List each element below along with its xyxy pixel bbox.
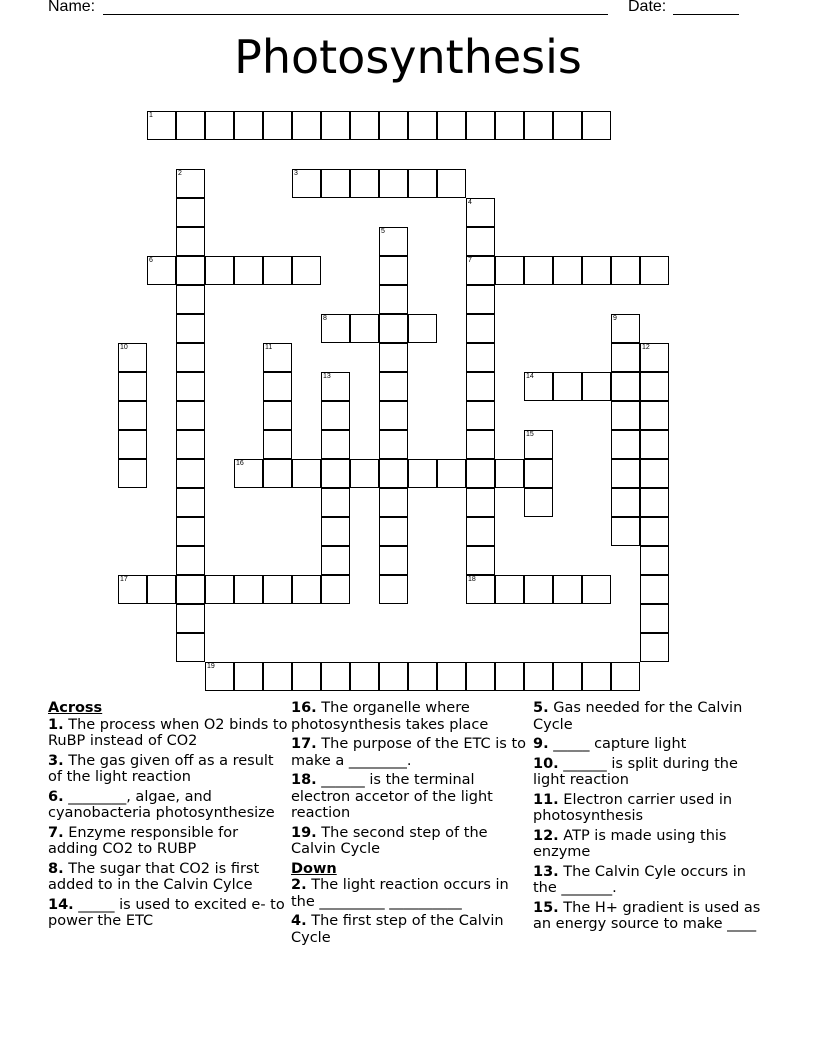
date-label: Date: — [628, 0, 667, 15]
clue-number: 15. — [533, 899, 559, 916]
grid-cell[interactable] — [553, 372, 582, 401]
clue — [291, 772, 531, 822]
clue-number: 7. — [48, 824, 64, 841]
grid-cell[interactable] — [524, 662, 553, 691]
grid-cell[interactable] — [350, 314, 379, 343]
grid-cell[interactable] — [379, 285, 408, 314]
grid-cell[interactable] — [379, 372, 408, 401]
grid-cell[interactable] — [176, 343, 205, 372]
clue-text: Gas needed for the Calvin Cycle — [533, 700, 743, 733]
grid-cell[interactable] — [466, 111, 495, 140]
clue — [48, 897, 288, 930]
grid-cell[interactable] — [176, 488, 205, 517]
grid-cell[interactable] — [234, 111, 263, 140]
clue-number: 15 — [526, 431, 534, 438]
grid-cell[interactable] — [408, 459, 437, 488]
grid-cell[interactable] — [495, 111, 524, 140]
grid-cell[interactable] — [640, 517, 669, 546]
grid-cell[interactable] — [350, 459, 379, 488]
grid-cell[interactable] — [553, 111, 582, 140]
clue-text: Electron carrier used in photosynthesis — [533, 791, 733, 824]
grid-cell[interactable] — [466, 517, 495, 546]
grid-cell[interactable] — [524, 372, 553, 401]
clue-number: 18 — [468, 576, 476, 583]
grid-cell[interactable] — [466, 488, 495, 517]
clue-number: 6. — [48, 788, 64, 805]
grid-cell[interactable] — [466, 227, 495, 256]
grid-cell[interactable] — [582, 256, 611, 285]
grid-cell[interactable] — [466, 343, 495, 372]
grid-cell[interactable] — [582, 662, 611, 691]
clue — [533, 828, 773, 861]
grid-cell[interactable] — [118, 372, 147, 401]
clue — [291, 700, 531, 733]
grid-cell[interactable] — [466, 198, 495, 227]
grid-cell[interactable] — [437, 662, 466, 691]
grid-cell[interactable] — [466, 372, 495, 401]
grid-cell[interactable] — [263, 575, 292, 604]
clue-text: ________, algae, and cyanobacteria photosynthesize — [48, 788, 275, 821]
clue-number: 5. — [533, 700, 549, 716]
clue — [533, 792, 773, 825]
grid-cell[interactable] — [147, 575, 176, 604]
clue — [533, 736, 773, 753]
grid-cell[interactable] — [524, 575, 553, 604]
clue-text: ATP is made using this enzyme — [533, 827, 727, 860]
clue-number: 11. — [533, 791, 559, 808]
grid-cell[interactable] — [640, 575, 669, 604]
grid-cell[interactable] — [176, 575, 205, 604]
grid-cell[interactable] — [524, 459, 553, 488]
grid-cell[interactable] — [263, 662, 292, 691]
clue — [291, 825, 531, 858]
grid-cell[interactable] — [640, 488, 669, 517]
grid-cell[interactable] — [611, 517, 640, 546]
grid-cell[interactable] — [292, 459, 321, 488]
clue-number: 14 — [526, 373, 534, 380]
clue-text: Enzyme responsible for adding CO2 to RUBP — [48, 824, 239, 857]
grid-cell[interactable] — [524, 488, 553, 517]
clue-number: 4. — [291, 913, 307, 929]
grid-cell[interactable] — [176, 604, 205, 633]
grid-cell[interactable] — [176, 401, 205, 430]
clue-number: 11 — [265, 344, 273, 351]
clue — [48, 789, 288, 822]
grid-cell[interactable] — [379, 546, 408, 575]
clue-number: 2. — [291, 877, 307, 893]
clue-number: 17 — [120, 576, 128, 583]
grid-cell[interactable] — [466, 285, 495, 314]
grid-cell[interactable] — [176, 372, 205, 401]
grid-cell[interactable] — [118, 401, 147, 430]
clue-text: The first step of the Calvin Cycle — [291, 913, 504, 946]
clue-text: _____ is used to excited e- to power the ETC — [48, 896, 285, 929]
grid-cell[interactable] — [379, 227, 408, 256]
grid-cell[interactable] — [234, 662, 263, 691]
grid-cell[interactable] — [611, 372, 640, 401]
clue-column-1 — [48, 700, 288, 933]
clue — [48, 825, 288, 858]
clue-number: 1. — [48, 716, 64, 733]
grid-cell[interactable] — [553, 256, 582, 285]
grid-cell[interactable] — [408, 111, 437, 140]
grid-cell[interactable] — [640, 256, 669, 285]
clue-text: The process when O2 binds to RuBP instead of CO2 — [48, 716, 288, 749]
grid-cell[interactable] — [379, 575, 408, 604]
grid-cell[interactable] — [437, 169, 466, 198]
grid-cell[interactable] — [147, 111, 176, 140]
clue-number: 6 — [149, 257, 153, 264]
clue-number: 19 — [207, 663, 215, 670]
grid-cell[interactable] — [176, 256, 205, 285]
grid-cell[interactable] — [379, 662, 408, 691]
grid-cell[interactable] — [611, 459, 640, 488]
grid-cell[interactable] — [437, 459, 466, 488]
clue — [48, 717, 288, 750]
clue-text: The organelle where photosynthesis takes place — [291, 700, 489, 733]
grid-cell[interactable] — [263, 372, 292, 401]
grid-cell[interactable] — [640, 401, 669, 430]
clue — [291, 913, 531, 946]
clue — [533, 756, 773, 789]
grid-cell[interactable] — [495, 575, 524, 604]
clue-text: _____ capture light — [548, 736, 687, 752]
clue-number: 17. — [291, 736, 317, 752]
grid-cell[interactable] — [640, 430, 669, 459]
grid-cell[interactable] — [640, 343, 669, 372]
clue-text: The light reaction occurs in the _________ __________ — [291, 877, 509, 910]
grid-cell[interactable] — [640, 372, 669, 401]
grid-cell[interactable] — [408, 662, 437, 691]
grid-cell[interactable] — [205, 256, 234, 285]
grid-cell[interactable] — [176, 546, 205, 575]
grid-cell[interactable] — [379, 314, 408, 343]
grid-cell[interactable] — [611, 401, 640, 430]
grid-cell[interactable] — [321, 372, 350, 401]
clue — [291, 736, 531, 769]
grid-cell[interactable] — [611, 343, 640, 372]
grid-cell[interactable] — [524, 430, 553, 459]
grid-cell[interactable] — [495, 459, 524, 488]
grid-cell[interactable] — [292, 256, 321, 285]
grid-cell[interactable] — [466, 401, 495, 430]
grid-cell[interactable] — [321, 459, 350, 488]
grid-cell[interactable] — [263, 111, 292, 140]
grid-cell[interactable] — [350, 111, 379, 140]
grid-cell[interactable] — [408, 169, 437, 198]
grid-cell[interactable] — [611, 662, 640, 691]
grid-cell[interactable] — [379, 256, 408, 285]
grid-cell[interactable] — [118, 343, 147, 372]
grid-cell[interactable] — [379, 459, 408, 488]
clue-number: 3 — [294, 170, 298, 177]
clue-text: The second step of the Calvin Cycle — [291, 824, 488, 857]
grid-cell[interactable] — [292, 169, 321, 198]
grid-cell[interactable] — [611, 488, 640, 517]
grid-cell[interactable] — [350, 169, 379, 198]
grid-cell[interactable] — [466, 314, 495, 343]
clue-number: 9 — [613, 315, 617, 322]
clue — [533, 700, 773, 733]
clue-number: 12. — [533, 827, 559, 844]
grid-cell[interactable] — [176, 111, 205, 140]
grid-cell[interactable] — [321, 546, 350, 575]
grid-cell[interactable] — [321, 575, 350, 604]
grid-cell[interactable] — [321, 169, 350, 198]
grid-cell[interactable] — [263, 343, 292, 372]
grid-cell[interactable] — [379, 517, 408, 546]
grid-cell[interactable] — [176, 285, 205, 314]
grid-cell[interactable] — [234, 256, 263, 285]
clue-number: 3. — [48, 752, 64, 769]
grid-cell[interactable] — [176, 517, 205, 546]
clue-number: 14. — [48, 896, 74, 913]
clue — [533, 864, 773, 897]
clue-text: ______ is the terminal electron accetor of the light reaction — [291, 772, 493, 821]
grid-cell[interactable] — [205, 575, 234, 604]
grid-cell[interactable] — [321, 111, 350, 140]
grid-cell[interactable] — [466, 546, 495, 575]
clue-number: 5 — [381, 228, 385, 235]
grid-cell[interactable] — [147, 256, 176, 285]
clue-number: 13. — [533, 863, 559, 880]
grid-cell[interactable] — [176, 198, 205, 227]
clue — [291, 877, 531, 910]
grid-cell[interactable] — [582, 575, 611, 604]
grid-cell[interactable] — [379, 401, 408, 430]
grid-cell[interactable] — [263, 430, 292, 459]
grid-cell[interactable] — [466, 575, 495, 604]
clue-number: 8. — [48, 860, 64, 877]
clue-number: 9. — [533, 736, 549, 752]
grid-cell[interactable] — [292, 111, 321, 140]
grid-cell[interactable] — [205, 662, 234, 691]
clue-number: 2 — [178, 170, 182, 177]
clue-column-2 — [291, 700, 531, 949]
grid-cell[interactable] — [582, 111, 611, 140]
clue-text: The purpose of the ETC is to make a ________. — [291, 736, 527, 769]
clue-number: 1 — [149, 112, 153, 119]
grid-cell[interactable] — [379, 430, 408, 459]
grid-cell[interactable] — [321, 488, 350, 517]
page-title: Photosynthesis — [234, 30, 582, 84]
grid-cell[interactable] — [611, 430, 640, 459]
clue-number: 12 — [642, 344, 650, 351]
grid-cell[interactable] — [466, 256, 495, 285]
grid-cell[interactable] — [176, 169, 205, 198]
grid-cell[interactable] — [524, 111, 553, 140]
grid-cell[interactable] — [118, 430, 147, 459]
clue-number: 16. — [291, 700, 317, 716]
grid-cell[interactable] — [611, 314, 640, 343]
grid-cell[interactable] — [263, 256, 292, 285]
grid-cell[interactable] — [379, 343, 408, 372]
grid-cell[interactable] — [321, 401, 350, 430]
clue-text: ______ is split during the light reaction — [533, 755, 738, 788]
grid-cell[interactable] — [379, 169, 408, 198]
grid-cell[interactable] — [176, 459, 205, 488]
grid-cell[interactable] — [466, 459, 495, 488]
grid-cell[interactable] — [234, 575, 263, 604]
clue-heading: Down — [291, 860, 337, 877]
clue-column-3 — [533, 700, 773, 936]
grid-cell[interactable] — [495, 662, 524, 691]
grid-cell[interactable] — [292, 575, 321, 604]
grid-cell[interactable] — [321, 314, 350, 343]
grid-cell[interactable] — [640, 633, 669, 662]
clue-number: 18. — [291, 772, 317, 788]
grid-cell[interactable] — [466, 662, 495, 691]
grid-cell[interactable] — [640, 604, 669, 633]
grid-cell[interactable] — [292, 662, 321, 691]
grid-cell[interactable] — [582, 372, 611, 401]
grid-cell[interactable] — [379, 111, 408, 140]
grid-cell[interactable] — [437, 111, 466, 140]
grid-cell[interactable] — [524, 256, 553, 285]
grid-cell[interactable] — [263, 401, 292, 430]
clue-number: 7 — [468, 257, 472, 264]
grid-cell[interactable] — [379, 488, 408, 517]
clue — [48, 753, 288, 786]
grid-cell[interactable] — [553, 575, 582, 604]
grid-cell[interactable] — [640, 546, 669, 575]
clue-number: 10 — [120, 344, 128, 351]
grid-cell[interactable] — [553, 662, 582, 691]
grid-cell[interactable] — [321, 430, 350, 459]
grid-cell[interactable] — [176, 633, 205, 662]
grid-cell[interactable] — [466, 430, 495, 459]
name-label: Name: — [48, 0, 96, 15]
clue — [533, 900, 773, 933]
clue-text: The Calvin Cyle occurs in the _______. — [533, 863, 746, 896]
clue-heading: Across — [48, 700, 103, 716]
grid-cell[interactable] — [611, 256, 640, 285]
grid-cell[interactable] — [118, 459, 147, 488]
grid-cell[interactable] — [321, 517, 350, 546]
grid-cell[interactable] — [640, 459, 669, 488]
grid-cell[interactable] — [205, 111, 234, 140]
grid-cell[interactable] — [495, 256, 524, 285]
grid-cell[interactable] — [176, 227, 205, 256]
grid-cell[interactable] — [118, 575, 147, 604]
clue-number: 19. — [291, 824, 317, 841]
grid-cell[interactable] — [176, 314, 205, 343]
grid-cell[interactable] — [263, 459, 292, 488]
clue-number: 16 — [236, 460, 244, 467]
grid-cell[interactable] — [321, 662, 350, 691]
grid-cell[interactable] — [176, 430, 205, 459]
clue-text: The H+ gradient is used as an energy source to make ____ — [533, 899, 761, 932]
clue-text: The sugar that CO2 is first added to in the Calvin Cylce — [48, 860, 260, 893]
clue-number: 10. — [533, 755, 559, 772]
clue-number: 4 — [468, 199, 472, 206]
grid-cell[interactable] — [408, 314, 437, 343]
clue-text: The gas given off as a result of the light reaction — [48, 752, 274, 785]
clue-number: 8 — [323, 315, 327, 322]
clue — [48, 861, 288, 894]
clue-number: 13 — [323, 373, 331, 380]
grid-cell[interactable] — [350, 662, 379, 691]
grid-cell[interactable] — [234, 459, 263, 488]
